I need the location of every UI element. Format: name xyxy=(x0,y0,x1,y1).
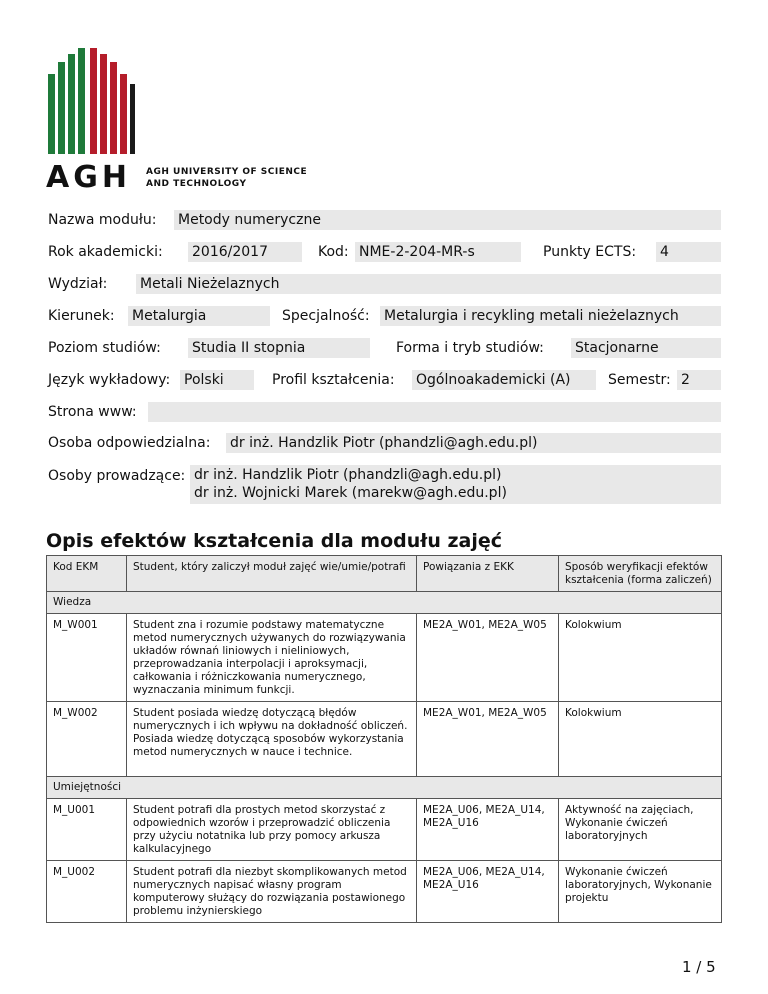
specialty-value: Metalurgia i recykling metali nieżelaznych xyxy=(380,306,721,326)
responsible-label: Osoba odpowiedzialna: xyxy=(48,435,211,451)
learning-outcomes-table xyxy=(46,555,722,923)
website-label: Strona www: xyxy=(48,404,137,420)
cell-code: M_U002 xyxy=(47,861,127,923)
section-label: Umiejętności xyxy=(47,777,722,799)
instructor-2: dr inż. Wojnicki Marek (marekw@agh.edu.pl) xyxy=(194,485,507,501)
table-header-row xyxy=(47,556,722,592)
table-row xyxy=(47,799,722,861)
profile-label: Profil kształcenia: xyxy=(272,372,395,388)
table-row xyxy=(47,702,722,777)
page-number: 1 / 5 xyxy=(682,958,716,976)
semester-value: 2 xyxy=(677,370,721,390)
header-code: Kod EKM xyxy=(47,556,127,592)
cell-ekk: ME2A_U06, ME2A_U14, ME2A_U16 xyxy=(417,799,559,861)
mode-label: Forma i tryb studiów: xyxy=(396,340,544,356)
semester-label: Semestr: xyxy=(608,372,671,388)
module-name-label: Nazwa modułu: xyxy=(48,212,157,228)
section-row-knowledge xyxy=(47,592,722,614)
academic-year-label: Rok akademicki: xyxy=(48,244,163,260)
instructors-label: Osoby prowadzące: xyxy=(48,468,186,484)
cell-verification: Wykonanie ćwiczeń laboratoryjnych, Wykonanie projektu xyxy=(559,861,722,923)
code-value: NME-2-204-MR-s xyxy=(355,242,521,262)
logo-line-2: AND TECHNOLOGY xyxy=(146,179,247,189)
instructors-value xyxy=(190,465,721,504)
table-row xyxy=(47,614,722,702)
level-value: Studia II stopnia xyxy=(188,338,370,358)
logo-mark: AGH xyxy=(46,160,131,195)
section-label: Wiedza xyxy=(47,592,722,614)
header-ekk: Powiązania z EKK xyxy=(417,556,559,592)
cell-description: Student potrafi dla prostych metod skorzystać z odpowiednich wzorów i przeprowadzić obliczenia przy użyciu notatnika lub przy pomocy arkusza kalkulacyjnego xyxy=(127,799,417,861)
profile-value: Ogólnoakademicki (A) xyxy=(412,370,596,390)
mode-value: Stacjonarne xyxy=(571,338,721,358)
module-name-value: Metody numeryczne xyxy=(174,210,721,230)
section-title: Opis efektów kształcenia dla modułu zajęć xyxy=(46,530,503,552)
responsible-value: dr inż. Handzlik Piotr (phandzli@agh.edu.pl) xyxy=(226,433,721,453)
code-label: Kod: xyxy=(318,244,349,260)
academic-year-value: 2016/2017 xyxy=(188,242,302,262)
header-verification: Sposób weryfikacji efektów kształcenia (forma zaliczeń) xyxy=(559,556,722,592)
faculty-value: Metali Nieżelaznych xyxy=(136,274,721,294)
cell-ekk: ME2A_W01, ME2A_W05 xyxy=(417,614,559,702)
cell-ekk: ME2A_W01, ME2A_W05 xyxy=(417,702,559,777)
website-value xyxy=(148,402,721,422)
field-of-study-label: Kierunek: xyxy=(48,308,115,324)
cell-code: M_W002 xyxy=(47,702,127,777)
cell-verification: Kolokwium xyxy=(559,702,722,777)
cell-description: Student zna i rozumie podstawy matematyczne metod numerycznych używanych do rozwiązywania układów równań liniowych i nieliniowych, przeprowadzania interpolacji i aproksymacji, całkowania i różniczkowania numerycznego, wyznaczania minimum funkcji. xyxy=(127,614,417,702)
logo-text xyxy=(146,166,307,190)
specialty-label: Specjalność: xyxy=(282,308,370,324)
field-of-study-value: Metalurgia xyxy=(128,306,270,326)
ects-value: 4 xyxy=(656,242,721,262)
language-label: Język wykładowy: xyxy=(48,372,171,388)
faculty-label: Wydział: xyxy=(48,276,108,292)
cell-description: Student posiada wiedzę dotyczącą błędów numerycznych i ich wpływu na dokładność obliczeń. Posiada wiedzę dotyczącą sposobów wykorzystania metod numerycznych w nauce i technice. xyxy=(127,702,417,777)
logo-line-1: AGH UNIVERSITY OF SCIENCE xyxy=(146,167,308,177)
cell-code: M_U001 xyxy=(47,799,127,861)
cell-verification: Kolokwium xyxy=(559,614,722,702)
section-row-skills xyxy=(47,777,722,799)
cell-ekk: ME2A_U06, ME2A_U14, ME2A_U16 xyxy=(417,861,559,923)
header-description: Student, który zaliczył moduł zajęć wie/umie/potrafi xyxy=(127,556,417,592)
cell-code: M_W001 xyxy=(47,614,127,702)
cell-description: Student potrafi dla niezbyt skomplikowanych metod numerycznych napisać własny program komputerowy służący do rozwiązania postawionego problemu inżynierskiego xyxy=(127,861,417,923)
level-label: Poziom studiów: xyxy=(48,340,161,356)
ects-label: Punkty ECTS: xyxy=(543,244,637,260)
cell-verification: Aktywność na zajęciach, Wykonanie ćwiczeń laboratoryjnych xyxy=(559,799,722,861)
instructor-1: dr inż. Handzlik Piotr (phandzli@agh.edu.pl) xyxy=(194,467,502,483)
language-value: Polski xyxy=(180,370,254,390)
table-row xyxy=(47,861,722,923)
